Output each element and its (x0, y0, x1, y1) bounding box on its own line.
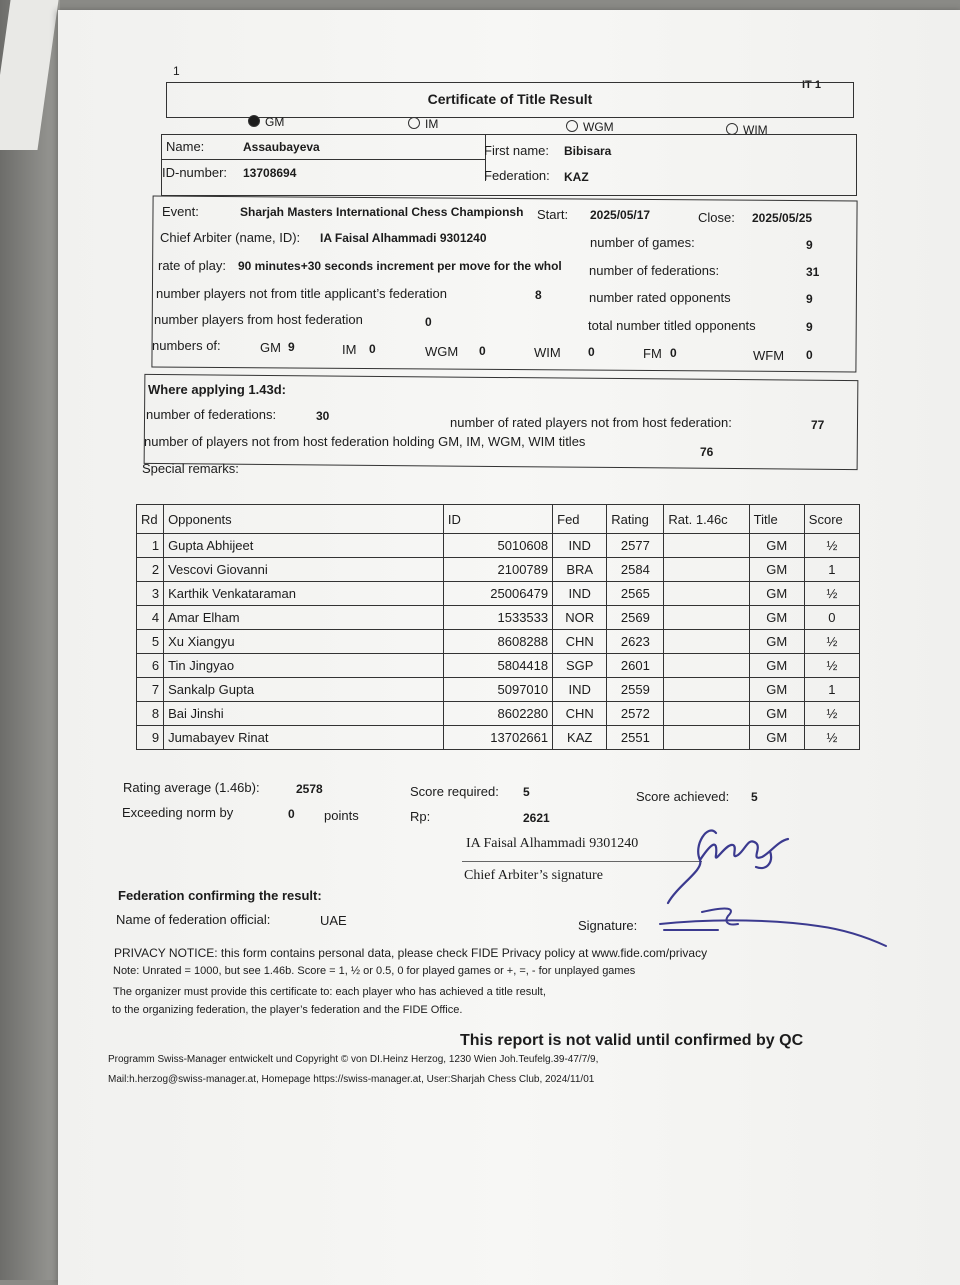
federation-confirm-label: Federation confirming the result: (118, 888, 322, 903)
opponent-cell: Gupta Abhijeet (164, 534, 444, 558)
rat-146c-cell (664, 654, 749, 678)
score-cell: ½ (804, 702, 859, 726)
rating-average: 2578 (296, 782, 323, 796)
fed-cell: IND (553, 678, 607, 702)
title-option-wim[interactable]: WIM (726, 123, 768, 137)
player-first-name: Bibisara (564, 144, 612, 158)
opponent-cell: Jumabayev Rinat (164, 726, 444, 750)
games-label: number of games: (590, 235, 695, 250)
radio-icon (408, 117, 420, 129)
rating-average-label: Rating average (1.46b): (123, 780, 260, 795)
score-cell: ½ (804, 534, 859, 558)
federation-signature (658, 900, 898, 950)
im-count-label: IM (342, 342, 357, 357)
table-row (137, 558, 860, 582)
fed-cell: IND (553, 582, 607, 606)
exceeding-value: 0 (288, 807, 295, 821)
title-cell: GM (749, 558, 804, 582)
fide-id-cell: 25006479 (443, 582, 552, 606)
opponent-cell: Amar Elham (164, 606, 444, 630)
round-cell: 6 (137, 654, 164, 678)
title-cell: GM (749, 654, 804, 678)
id-label: ID-number: (162, 165, 228, 180)
player-federation: KAZ (564, 170, 589, 184)
table-row (137, 678, 860, 702)
applying-federations: 30 (316, 409, 330, 423)
table-row (137, 534, 860, 558)
rat-146c-cell (664, 582, 749, 606)
score-cell: ½ (804, 726, 859, 750)
organizer-note-2: to the organizing federation, the player’s federation and the FIDE Office. (112, 1004, 463, 1016)
rated-not-host-label: number of rated players not from host federation: (450, 415, 732, 430)
rat-146c-cell (664, 726, 749, 750)
rating-cell: 2559 (607, 678, 664, 702)
rated-opponents-label: number rated opponents (589, 290, 731, 305)
federations-label: number of federations: (589, 263, 720, 278)
rating-cell: 2572 (607, 702, 664, 726)
col-opponents: Opponents (164, 505, 444, 534)
close-date: 2025/05/25 (752, 211, 813, 225)
score-cell: ½ (804, 630, 859, 654)
title-option-im[interactable]: IM (408, 117, 438, 131)
score-cell: 1 (804, 678, 859, 702)
score-cell: ½ (804, 582, 859, 606)
footer-copyright: Programm Swiss-Manager entwickelt und Copyright © von DI.Heinz Herzog, 1230 Wien Joh.Teufelg.39-47/7/9, (108, 1054, 599, 1065)
certificate-title-box (166, 82, 854, 118)
applying-federations-label: number of federations: (146, 407, 277, 422)
wfm-count: 0 (806, 348, 813, 362)
fide-id-cell: 8608288 (443, 630, 552, 654)
rating-cell: 2577 (607, 534, 664, 558)
col-rat-146c: Rat. 1.46c (664, 505, 749, 534)
im-count: 0 (369, 342, 376, 356)
not-applicant-fed-count: 8 (535, 288, 542, 302)
wim-count: 0 (588, 345, 595, 359)
player-id: 13708694 (243, 166, 297, 180)
fm-count-label: FM (643, 346, 662, 361)
rated-opponents-count: 9 (806, 292, 813, 306)
table-row (137, 606, 860, 630)
official-label: Name of federation official: (116, 912, 271, 927)
fed-cell: NOR (553, 606, 607, 630)
fide-id-cell: 1533533 (443, 606, 552, 630)
round-cell: 7 (137, 678, 164, 702)
special-remarks-label: Special remarks: (142, 461, 239, 476)
round-cell: 3 (137, 582, 164, 606)
wgm-count-label: WGM (425, 344, 459, 359)
rating-cell: 2623 (607, 630, 664, 654)
rate-of-play: 90 minutes+30 seconds increment per move for the whol (238, 259, 562, 273)
titled-not-host-label: number of players not from host federation holding GM, IM, WGM, WIM titles (144, 434, 586, 449)
certificate-title: Certificate of Title Result (427, 91, 593, 107)
federations-count: 31 (806, 265, 820, 279)
arbiter-name: IA Faisal Alhammadi 9301240 (320, 231, 487, 245)
privacy-notice: PRIVACY NOTICE: this form contains personal data, please check FIDE Privacy policy at www.fide.com/privacy (114, 946, 708, 960)
event-name: Sharjah Masters International Chess Championsh (240, 205, 524, 219)
host-fed-count: 0 (425, 315, 432, 329)
table-row (137, 702, 860, 726)
fed-cell: IND (553, 534, 607, 558)
fide-id-cell: 5010608 (443, 534, 552, 558)
rat-146c-cell (664, 534, 749, 558)
signature-label: Signature: (578, 918, 638, 933)
rat-146c-cell (664, 702, 749, 726)
rating-cell: 2569 (607, 606, 664, 630)
title-cell: GM (749, 702, 804, 726)
col-title: Title (749, 505, 804, 534)
col-fed: Fed (553, 505, 607, 534)
page-number: 1 (173, 64, 180, 78)
opponent-cell: Vescovi Giovanni (164, 558, 444, 582)
opponent-cell: Karthik Venkataraman (164, 582, 444, 606)
fide-id-cell: 13702661 (443, 726, 552, 750)
rp-label: Rp: (410, 809, 431, 824)
start-label: Start: (537, 207, 569, 222)
certificate-page (58, 10, 960, 1285)
numbers-of-label: numbers of: (152, 338, 221, 353)
score-cell: 0 (804, 606, 859, 630)
col-id: ID (443, 505, 552, 534)
arbiter-signature-label: Chief Arbiter’s signature (464, 868, 603, 883)
round-cell: 4 (137, 606, 164, 630)
opponent-cell: Xu Xiangyu (164, 630, 444, 654)
score-required-label: Score required: (410, 784, 499, 799)
titled-opponents-label: total number titled opponents (588, 318, 756, 333)
rating-cell: 2551 (607, 726, 664, 750)
rat-146c-cell (664, 606, 749, 630)
fed-cell: SGP (553, 654, 607, 678)
fed-cell: CHN (553, 630, 607, 654)
round-cell: 8 (137, 702, 164, 726)
federation-label: Federation: (484, 168, 550, 183)
opponent-cell: Sankalp Gupta (164, 678, 444, 702)
score-cell: 1 (804, 558, 859, 582)
form-code: IT 1 (802, 79, 821, 91)
round-cell: 5 (137, 630, 164, 654)
wim-count-label: WIM (534, 345, 561, 360)
rating-cell: 2565 (607, 582, 664, 606)
footer-contact: Mail:h.herzog@swiss-manager.at, Homepage https://swiss-manager.at, User:Sharjah Chess Club, 2024/11/01 (108, 1074, 595, 1085)
title-cell: GM (749, 534, 804, 558)
games-count: 9 (806, 238, 813, 252)
rat-146c-cell (664, 630, 749, 654)
score-achieved: 5 (751, 790, 758, 804)
rating-cell: 2601 (607, 654, 664, 678)
round-cell: 9 (137, 726, 164, 750)
fide-id-cell: 2100789 (443, 558, 552, 582)
close-label: Close: (698, 210, 735, 225)
fide-id-cell: 8602280 (443, 702, 552, 726)
start-date: 2025/05/17 (590, 208, 651, 222)
rating-cell: 2584 (607, 558, 664, 582)
table-row (137, 726, 860, 750)
radio-selected-icon (248, 115, 260, 127)
table-row (137, 582, 860, 606)
opponent-cell: Tin Jingyao (164, 654, 444, 678)
radio-icon (566, 120, 578, 132)
scoring-note: Note: Unrated = 1000, but see 1.46b. Score = 1, ½ or 0.5, 0 for played games or +, =, - for unplayed games (113, 965, 636, 977)
gm-count-label: GM (260, 340, 281, 355)
round-cell: 2 (137, 558, 164, 582)
titled-not-host: 76 (700, 445, 714, 459)
fed-cell: CHN (553, 702, 607, 726)
col-rd: Rd (137, 505, 164, 534)
wgm-count: 0 (479, 344, 486, 358)
official-name: UAE (320, 913, 347, 928)
gm-count: 9 (288, 340, 295, 354)
player-name: Assaubayeva (243, 140, 320, 154)
fide-id-cell: 5097010 (443, 678, 552, 702)
exceeding-label: Exceeding norm by (122, 805, 234, 820)
points-label: points (324, 808, 359, 823)
title-cell: GM (749, 678, 804, 702)
opponent-cell: Bai Jinshi (164, 702, 444, 726)
arbiter-print-name: IA Faisal Alhammadi 9301240 (466, 836, 639, 851)
fide-id-cell: 5804418 (443, 654, 552, 678)
titled-opponents-count: 9 (806, 320, 813, 334)
title-cell: GM (749, 630, 804, 654)
rated-not-host: 77 (811, 418, 825, 432)
games-table (136, 504, 860, 750)
title-option-wgm[interactable]: WGM (566, 120, 614, 134)
host-fed-label: number players from host federation (154, 312, 363, 327)
event-label: Event: (162, 204, 199, 219)
title-cell: GM (749, 606, 804, 630)
fm-count: 0 (670, 346, 677, 360)
arbiter-label: Chief Arbiter (name, ID): (160, 230, 301, 245)
rate-label: rate of play: (158, 258, 226, 273)
first-name-label: First name: (484, 143, 550, 158)
not-applicant-fed-label: number players not from title applicant’s federation (156, 286, 447, 301)
background-left (0, 0, 60, 1280)
table-row (137, 654, 860, 678)
rp-value: 2621 (523, 811, 550, 825)
organizer-note-1: The organizer must provide this certificate to: each player who has achieved a title result, (113, 986, 546, 998)
col-rating: Rating (607, 505, 664, 534)
title-option-gm[interactable]: GM (248, 115, 284, 129)
name-label: Name: (166, 139, 205, 154)
title-cell: GM (749, 726, 804, 750)
applying-heading: Where applying 1.43d: (148, 382, 286, 397)
fed-cell: BRA (553, 558, 607, 582)
score-required: 5 (523, 785, 530, 799)
rat-146c-cell (664, 678, 749, 702)
fed-cell: KAZ (553, 726, 607, 750)
qc-warning: This report is not valid until confirmed by QC (460, 1032, 804, 1049)
wfm-count-label: WFM (753, 348, 785, 363)
col-score: Score (804, 505, 859, 534)
table-header-row (137, 505, 860, 534)
title-cell: GM (749, 582, 804, 606)
player-row-divider (161, 159, 485, 160)
round-cell: 1 (137, 534, 164, 558)
rat-146c-cell (664, 558, 749, 582)
score-cell: ½ (804, 654, 859, 678)
score-achieved-label: Score achieved: (636, 789, 730, 804)
table-row (137, 630, 860, 654)
